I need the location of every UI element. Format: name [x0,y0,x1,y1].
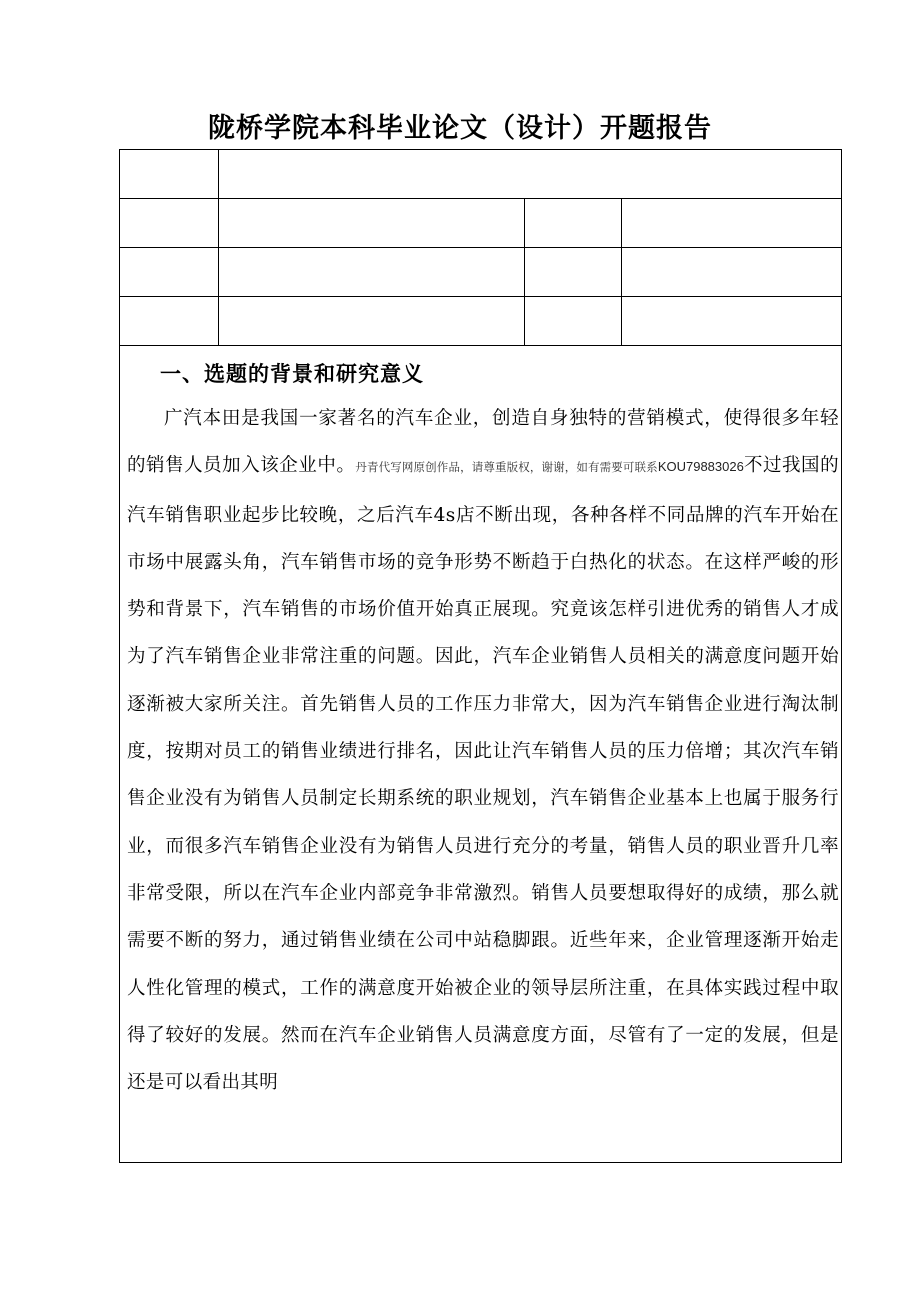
paragraph-text-part2: 不过我国的汽车销售职业起步比较晚，之后汽车4s店不断出现，各种各样不同品牌的汽车开始在市场中展露头角，汽车销售市场的竞争形势不断趋于白热化的状态。在这样严峻的形势和背景下，汽车销售的市场价值开始真正展现。究竟该怎样引进优秀的销售人才成为了汽车销售企业非常注重的问题。因此，汽车企业销售人员相关的满意度问题开始逐渐被大家所关注。首先销售人员的工作压力非常大，因为汽车销售企业进行淘汰制度，按期对员工的销售业绩进行排名，因此让汽车销售人员的压力倍增；其次汽车销售企业没有为销售人员制定长期系统的职业规划，汽车销售企业基本上也属于服务行业，而很多汽车销售企业没有为销售人员进行充分的考量，销售人员的职业晋升几率非常受限，所以在汽车企业内部竞争非常激烈。销售人员要想取得好的成绩，那么就需要不断的努力，通过销售业绩在公司中站稳脚跟。近些年来，企业管理逐渐开始走人性化管理的模式，工作的满意度开始被企业的领导层所注重，在具体实践过程中取得了较好的发展。然而在汽车企业销售人员满意度方面，尽管有了一定的发展，但是还是可以看出其明 [127,455,839,1094]
table-row-divider [120,198,841,199]
watermark-notice: 丹青代写网原创作品，请尊重版权，谢谢，如有需要可联系 [355,460,658,475]
paragraph-text-part1: 广汽本田是我国一家著名的汽车企业，创造自身独特的营销模式，使得很多年轻的销售人员加入该企业中。 [127,408,839,477]
section-body-text [127,395,839,1106]
table-column-divider [621,198,622,345]
section-heading: 一、选题的背景和研究意义 [160,362,424,386]
table-row-divider [120,296,841,297]
report-title: 陇桥学院本科毕业论文（设计）开题报告 [208,113,712,144]
table-row-divider [120,345,841,346]
table-column-divider [524,198,525,345]
watermark-contact-code: KOU79883026 [657,459,744,475]
table-row-divider [120,247,841,248]
table-column-divider [218,150,219,345]
